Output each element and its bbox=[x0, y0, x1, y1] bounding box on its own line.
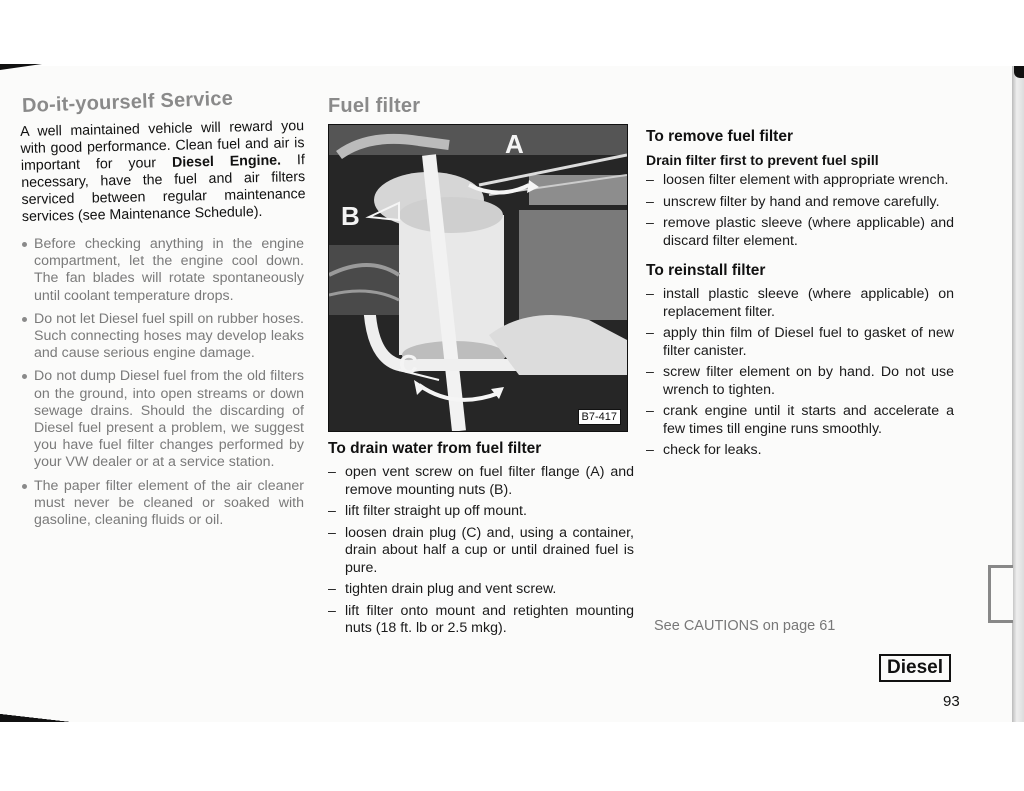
step-text: screw filter element on by hand. Do not use wrench to tighten. bbox=[663, 364, 954, 398]
remove-filter-heading: To remove fuel filter bbox=[646, 128, 793, 145]
engine-bay-illustration bbox=[329, 125, 627, 431]
step-text: tighten drain plug and vent screw. bbox=[345, 581, 557, 597]
bullet-dot-icon bbox=[22, 484, 27, 489]
caution-bullet bbox=[20, 368, 304, 471]
fuel-filter-photo bbox=[328, 124, 628, 432]
figure-code: B7-417 bbox=[578, 409, 621, 425]
intro-text-start: A well maintained vehicle will reward you with good performance. Clean fuel and air is important for your bbox=[20, 118, 305, 174]
drain-step bbox=[328, 464, 634, 499]
dash-icon: – bbox=[646, 215, 654, 231]
dash-icon: – bbox=[646, 403, 654, 419]
right-column bbox=[646, 128, 954, 464]
thumb-tab-marker bbox=[988, 565, 1013, 623]
reinstall-step bbox=[646, 442, 954, 460]
dash-icon: – bbox=[646, 193, 654, 210]
dash-icon: – bbox=[646, 172, 654, 188]
step-text: check for leaks. bbox=[663, 442, 762, 458]
bullet-dot-icon bbox=[22, 242, 27, 247]
step-text: loosen filter element with appropriate wrench. bbox=[663, 172, 949, 188]
section-title-fuel-filter: Fuel filter bbox=[328, 95, 421, 117]
reinstall-step bbox=[646, 325, 954, 360]
section-badge-diesel: Diesel bbox=[879, 654, 951, 682]
step-text: loosen drain plug (C) and, using a container, drain about half a cup or until drained fuel is pure. bbox=[345, 524, 634, 576]
drain-first-subheading: Drain filter first to prevent fuel spill bbox=[646, 152, 879, 168]
remove-steps-list bbox=[646, 172, 954, 250]
dash-icon: – bbox=[328, 503, 336, 519]
dash-icon: – bbox=[328, 464, 336, 480]
reinstall-step bbox=[646, 286, 954, 321]
dash-icon: – bbox=[328, 602, 336, 619]
intro-paragraph bbox=[20, 118, 306, 226]
bullet-text: Do not dump Diesel fuel from the old filters on the ground, into open streams or down sewage drains. Should the discarding of Diesel fuel present a problem, we suggest you have fuel filter changes performed by your VW dealer or at a service station. bbox=[34, 368, 304, 471]
see-cautions-reference: See CAUTIONS on page 61 bbox=[654, 618, 836, 634]
page-binding-corner bbox=[1014, 66, 1024, 78]
figure-label-b: B bbox=[341, 201, 360, 231]
page-binding-edge bbox=[1012, 66, 1024, 722]
bullet-dot-icon bbox=[22, 317, 27, 322]
drain-step bbox=[328, 503, 634, 521]
bullet-text: Do not let Diesel fuel spill on rubber hoses. Such connecting hoses may develop leaks and cause serious engine damage. bbox=[34, 310, 304, 362]
dash-icon: – bbox=[328, 524, 336, 541]
remove-step bbox=[646, 215, 954, 250]
remove-step bbox=[646, 194, 954, 212]
page-corner-bottom bbox=[0, 714, 70, 722]
step-text: unscrew filter by hand and remove carefully. bbox=[663, 193, 940, 210]
step-text: lift filter straight up off mount. bbox=[345, 503, 527, 519]
bullet-text: The paper filter element of the air cleaner must never be cleaned or soaked with gasoline, cleaning fluids or oil. bbox=[34, 477, 304, 529]
reinstall-step bbox=[646, 403, 954, 438]
intro-text-end: If necessary, have the fuel and air filters serviced between regular maintenance services (see Maintenance Schedule). bbox=[21, 152, 306, 225]
intro-bold-diesel-engine: Diesel Engine. bbox=[171, 152, 282, 171]
drain-step bbox=[328, 581, 634, 599]
reinstall-steps-list bbox=[646, 286, 954, 460]
section-title-diy-service: Do-it-yourself Service bbox=[21, 87, 234, 117]
step-text: install plastic sleeve (where applicable) on replacement filter. bbox=[663, 286, 954, 320]
caution-bullet bbox=[20, 478, 304, 530]
middle-column bbox=[328, 95, 634, 642]
dash-icon: – bbox=[646, 286, 654, 302]
drain-step bbox=[328, 603, 634, 638]
drain-steps-list bbox=[328, 464, 634, 638]
step-text: open vent screw on fuel filter flange (A) and remove mounting nuts (B). bbox=[345, 464, 634, 498]
step-text: apply thin film of Diesel fuel to gasket of new filter canister. bbox=[663, 325, 954, 359]
step-text: lift filter onto mount and retighten mounting nuts (18 ft. lb or 2.5 mkg). bbox=[345, 602, 634, 636]
caution-bullet bbox=[20, 236, 304, 305]
remove-step bbox=[646, 172, 954, 190]
bullet-text: Before checking anything in the engine compartment, let the engine cool down. The fan blades will rotate spontaneously until coolant temperature drops. bbox=[34, 236, 304, 304]
reinstall-filter-heading: To reinstall filter bbox=[646, 262, 766, 279]
page-number: 93 bbox=[943, 693, 960, 710]
reinstall-step bbox=[646, 364, 954, 399]
drain-step bbox=[328, 525, 634, 578]
dash-icon: – bbox=[328, 581, 336, 597]
step-text: remove plastic sleeve (where applicable) and discard filter element. bbox=[663, 215, 954, 249]
dash-icon: – bbox=[646, 325, 654, 341]
left-column bbox=[20, 87, 306, 535]
drain-water-heading: To drain water from fuel filter bbox=[328, 440, 542, 457]
figure-label-c: C bbox=[399, 349, 418, 379]
dash-icon: – bbox=[646, 364, 654, 380]
caution-bullet-list bbox=[20, 236, 304, 529]
caution-bullet bbox=[20, 311, 304, 363]
bullet-dot-icon bbox=[22, 374, 27, 379]
figure-label-a: A bbox=[505, 129, 524, 159]
step-text: crank engine until it starts and accelerate a few times till engine runs smoothly. bbox=[663, 403, 954, 437]
page-corner-top bbox=[0, 64, 42, 70]
dash-icon: – bbox=[646, 442, 654, 458]
